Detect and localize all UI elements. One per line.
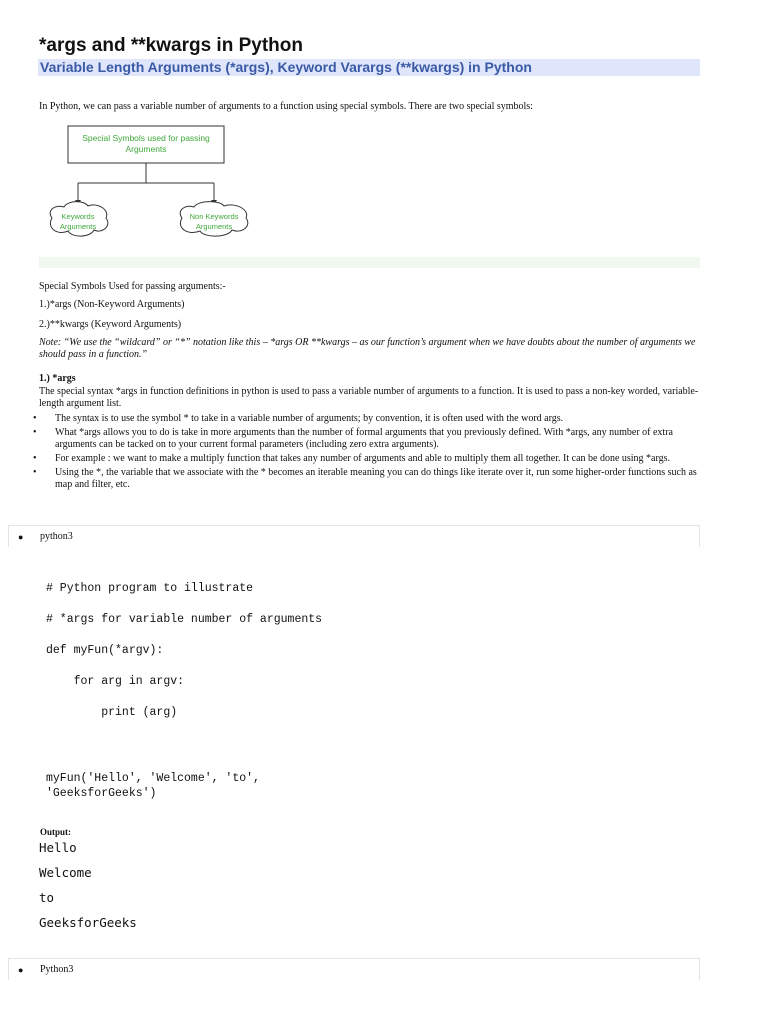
code-line: myFun('Hello', 'Welcome', 'to', [46,772,260,785]
code-line: 'GeeksforGeeks') [46,787,157,800]
output-line: GeeksforGeeks [39,915,137,930]
divider-band [39,257,700,268]
section-heading: 1.) *args [39,373,76,384]
note-paragraph: Note: “We use the “wildcard” or “*” notation like this – *args OR **kwargs – as our function’s argument when we have doubts about the number of arguments we should pass in a function.” [39,337,696,360]
special-symbols-diagram [40,120,270,250]
diagram-top-line1: Special Symbols used for passing [82,133,210,143]
diagram-top-line2: Arguments [125,144,167,154]
args-bullet-list [39,413,701,493]
code-tab-python3-second[interactable] [8,958,700,980]
output-label: Output: [40,827,72,837]
code-line: # *args for variable number of arguments [46,613,323,626]
code-tab-python3[interactable] [8,525,700,547]
diagram-right-line2: Arguments [195,222,233,231]
code-tab-label[interactable]: python3 [40,531,73,542]
code-line: print (arg) [46,706,178,719]
symbol-item-args: 1.)*args (Non-Keyword Arguments) [39,299,185,310]
output-line: to [39,890,55,905]
symbol-item-kwargs: 2.)**kwargs (Keyword Arguments) [39,319,182,330]
bullet-icon: ● [18,965,24,975]
list-item: • The syntax is to use the symbol * to take in a variable number of arguments; by convention, it is often used with the word args. [39,413,701,425]
symbols-heading: Special Symbols Used for passing arguments:- [39,281,226,292]
code-tab-label[interactable]: Python3 [40,964,74,975]
output-line: Welcome [39,865,92,880]
code-line: # Python program to illustrate [46,582,254,595]
page-title: *args and **kwargs in Python [39,35,303,56]
args-description: The special syntax *args in function definitions in python is used to pass a variable number of arguments to a function. It is used to pass a non-key worded, variable-length argument list. [39,386,699,409]
list-item: • Using the *, the variable that we associate with the * becomes an iterable meaning you can do things like iterate over it, run some higher-order functions such as map and filter, etc. [39,467,701,491]
list-item: • For example : we want to make a multiply function that takes any number of arguments and able to multiply them all together. It can be done using *args. [39,453,701,465]
list-item: • What *args allows you to do is take in more arguments than the number of formal arguments that you previously defined. With *args, any number of extra arguments can be tacked on to your current formal parameters (including zero extra arguments). [39,427,701,451]
output-line: Hello [39,840,77,855]
diagram-left-line1: Keywords [61,212,95,221]
code-line: def myFun(*argv): [46,644,164,657]
bullet-icon: ● [18,532,24,542]
intro-paragraph: In Python, we can pass a variable number of arguments to a function using special symbols. There are two special symbols: [39,101,533,112]
page-subtitle: Variable Length Arguments (*args), Keyword Varargs (**kwargs) in Python [38,59,700,76]
code-line: for arg in argv: [46,675,185,688]
diagram-left-line2: Arguments [59,222,97,231]
diagram-right-line1: Non Keywords [189,212,239,221]
